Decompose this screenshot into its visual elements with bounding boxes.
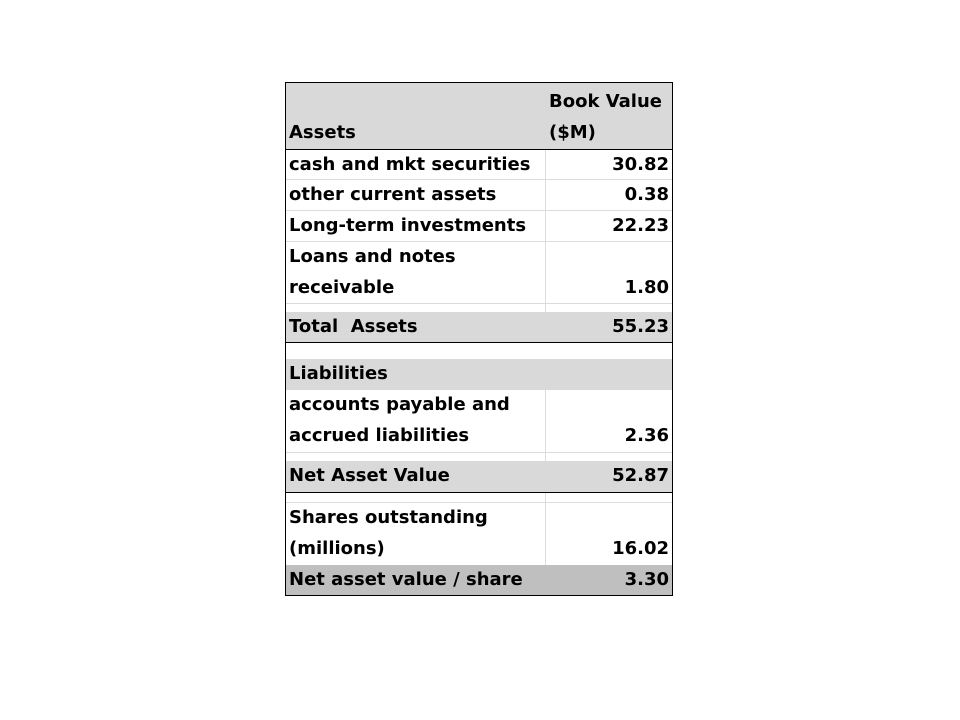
header-assets-label: Assets — [289, 122, 356, 143]
spacer-row — [286, 452, 672, 461]
row-value: 1.80 — [624, 277, 669, 298]
table-row — [286, 149, 672, 180]
total-assets-row — [286, 312, 672, 343]
row-label: cash and mkt securities — [289, 154, 531, 175]
liabilities-label: Liabilities — [289, 363, 388, 384]
table-row — [286, 211, 672, 242]
row-value: 30.82 — [612, 154, 669, 175]
table-row — [286, 180, 672, 211]
header-book-value-label: Book Value — [549, 91, 662, 112]
net-asset-value-label: Net Asset Value — [289, 465, 450, 486]
shares-label-line2: (millions) — [289, 538, 385, 559]
row-value: 22.23 — [612, 215, 669, 236]
row-label-line2: accrued liabilities — [289, 425, 470, 446]
total-assets-label: Total Assets — [289, 316, 418, 337]
spacer-row — [286, 493, 672, 503]
shares-label-line1: Shares outstanding — [289, 507, 488, 528]
row-label-line2: receivable — [289, 277, 395, 298]
nav-per-share-row — [286, 565, 672, 595]
header-label-cell — [286, 83, 546, 149]
spacer-row — [286, 304, 672, 312]
nav-table — [285, 82, 673, 596]
row-value: 0.38 — [624, 184, 669, 205]
row-value: 2.36 — [624, 425, 669, 446]
nav-per-share-label: Net asset value / share — [289, 569, 523, 590]
table-row — [286, 242, 672, 304]
header-value-cell — [546, 83, 672, 149]
liabilities-header-row — [286, 359, 672, 390]
net-asset-value-value: 52.87 — [612, 465, 669, 486]
nav-per-share-value: 3.30 — [624, 569, 669, 590]
header-unit-label: ($M) — [549, 122, 596, 143]
shares-outstanding-row — [286, 503, 672, 565]
total-assets-value: 55.23 — [612, 316, 669, 337]
row-label-line1: accounts payable and — [289, 394, 510, 415]
shares-value: 16.02 — [612, 538, 669, 559]
net-asset-value-row — [286, 461, 672, 493]
row-label: Long-term investments — [289, 215, 527, 236]
spacer-row — [286, 343, 672, 359]
table-header-row — [286, 83, 672, 149]
row-label-line1: Loans and notes — [289, 246, 456, 267]
row-label: other current assets — [289, 184, 497, 205]
table-row — [286, 390, 672, 452]
